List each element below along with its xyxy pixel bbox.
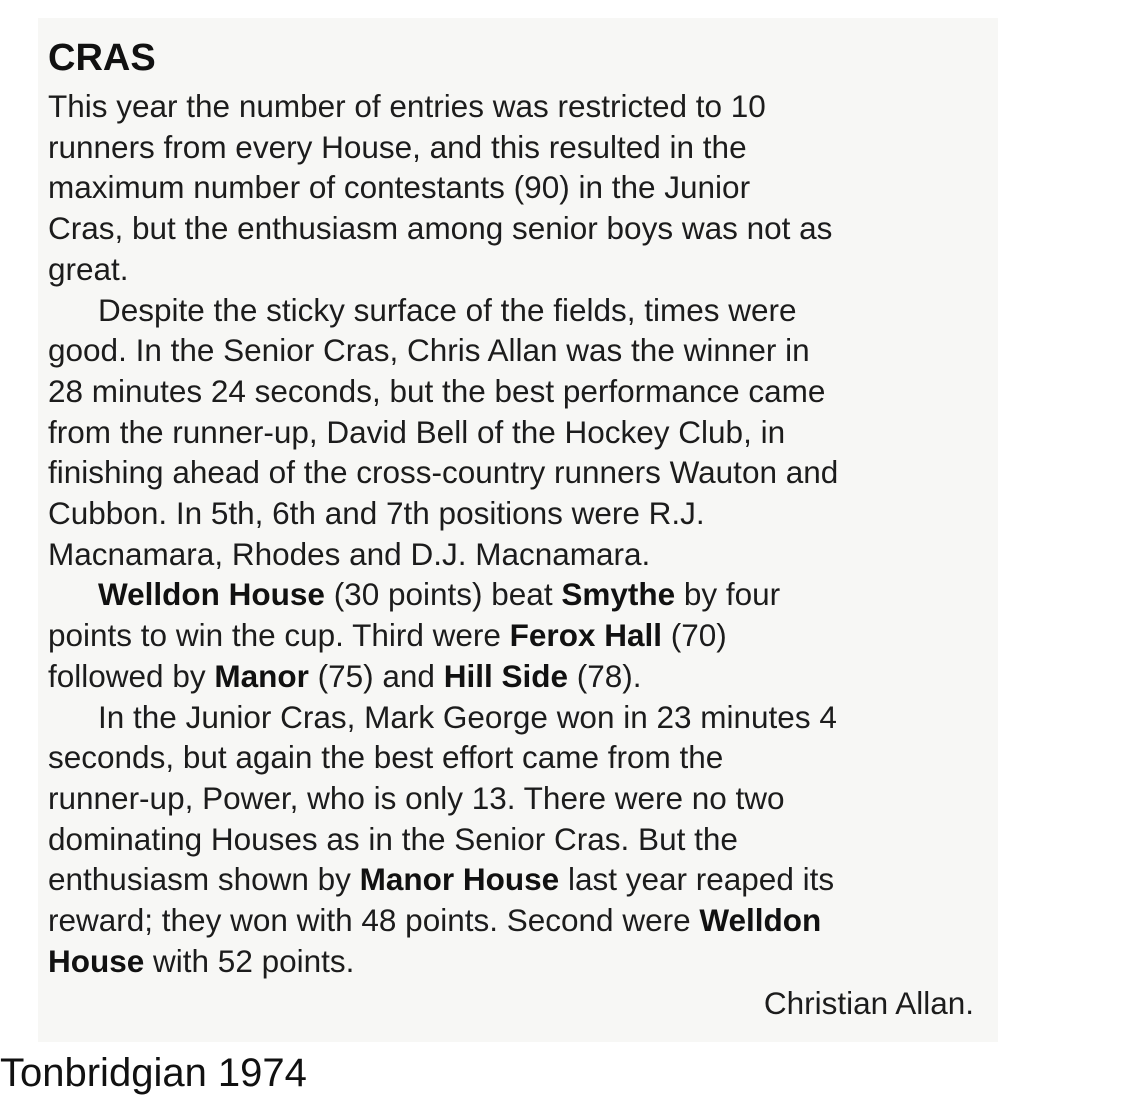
text-run: (70) <box>661 617 727 654</box>
house-name: Ferox Hall <box>509 617 662 654</box>
text-run: with 52 points. <box>144 942 355 979</box>
house-name: Smythe <box>561 576 676 613</box>
article-title: CRAS <box>48 37 156 79</box>
text-line <box>48 574 988 615</box>
text-line <box>48 900 988 941</box>
text-line: finishing ahead of the cross-country runners Wauton and <box>48 454 839 491</box>
text-run: (78). <box>567 657 642 694</box>
house-name: House <box>48 942 145 979</box>
text-run: followed by <box>48 657 215 694</box>
text-line: seconds, but again the best effort came from the <box>48 739 724 776</box>
text-line: In the Junior Cras, Mark George won in 23 minutes 4 <box>98 698 837 735</box>
text-line: runner-up, Power, who is only 13. There were no two <box>48 779 785 816</box>
text-line: 28 minutes 24 seconds, but the best performance came <box>48 372 826 409</box>
newspaper-clipping <box>38 18 998 1042</box>
text-run: enthusiasm shown by <box>48 861 360 898</box>
paragraph-2 <box>48 290 988 575</box>
text-line: dominating Houses as in the Senior Cras. But the <box>48 820 738 857</box>
text-line <box>48 656 988 697</box>
house-name: Welldon <box>699 902 822 939</box>
house-name: Welldon House <box>98 576 325 613</box>
text-line: Despite the sticky surface of the fields, times were <box>98 291 797 328</box>
text-line <box>48 859 988 900</box>
text-line: Cubbon. In 5th, 6th and 7th positions were R.J. <box>48 495 705 532</box>
text-run: last year reaped its <box>559 861 835 898</box>
text-line: Cras, but the enthusiasm among senior boys was not as <box>48 210 833 247</box>
text-line: maximum number of contestants (90) in the Junior <box>48 169 751 206</box>
source-caption: Tonbridgian 1974 <box>0 1051 307 1095</box>
text-line: good. In the Senior Cras, Chris Allan was the winner in <box>48 332 810 369</box>
text-run: (75) and <box>308 657 444 694</box>
text-line: from the runner-up, David Bell of the Hockey Club, in <box>48 413 786 450</box>
text-line: runners from every House, and this resulted in the <box>48 128 747 165</box>
house-name: Manor House <box>359 861 560 898</box>
text-run: reward; they won with 48 points. Second were <box>48 902 700 939</box>
paragraph-3 <box>48 574 988 696</box>
text-line <box>48 941 988 982</box>
text-line <box>48 615 988 656</box>
paragraph-4 <box>48 697 988 982</box>
text-line: Macnamara, Rhodes and D.J. Macnamara. <box>48 535 651 572</box>
text-run: (30 points) beat <box>324 576 562 613</box>
author-signature: Christian Allan. <box>763 985 974 1022</box>
paragraph-1 <box>48 86 988 290</box>
house-name: Hill Side <box>443 657 568 694</box>
text-run: by four <box>675 576 781 613</box>
text-line: great. <box>48 250 129 287</box>
house-name: Manor <box>214 657 309 694</box>
text-run: points to win the cup. Third were <box>48 617 510 654</box>
article <box>48 32 988 1024</box>
text-line: This year the number of entries was restricted to 10 <box>48 88 766 124</box>
